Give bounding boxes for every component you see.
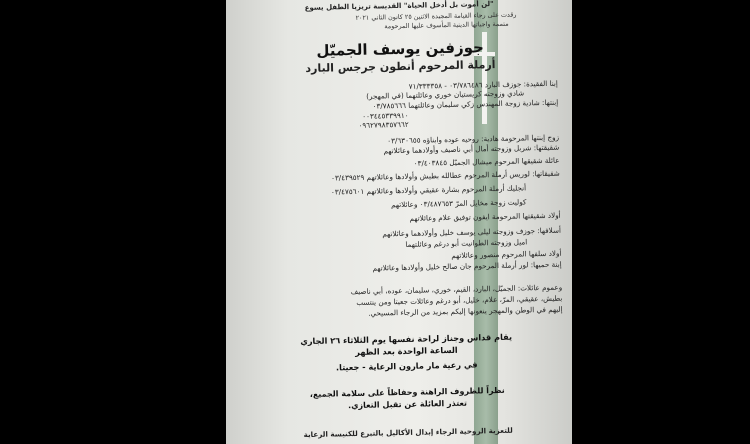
family-line: إبنا الفقيدة: جوزف البارد ٠٣/٧٨٦٤٨٦ - ٧١/٣٣٣٣٥٨ xyxy=(408,78,558,91)
family-line: زوج إبنتها المرحومة هادية: روحيه عوده وابناؤه ٠٣/٦٣٠٦٥٥ xyxy=(387,132,560,146)
family-line: اميل وزوجته الطوانيت أبو درغم وعائلتهما xyxy=(405,237,528,249)
general-family-line: وعموم عائلات: الجميّل، البارد، القيم، خوري، سليمان، عوده، أبي ناصيف xyxy=(350,282,563,297)
deceased-relation: أرملة المرحوم أنطون جرجس البارد xyxy=(305,57,496,75)
family-line: أولاد سلفها المرحوم منصور وعائلاتهم xyxy=(451,248,562,260)
funeral-service-line: يقام قداس وجناز لراحة نفسها يوم الثلاثاء ٢٦ الجاري xyxy=(300,331,513,347)
family-line: أسلافها: جوزف وزوجته ليلى يوسف خليل وأولادهما وعائلاتهم xyxy=(382,225,562,239)
funeral-service-line: الساعة الواحدة بعد الظهر xyxy=(355,344,458,357)
obituary-paper xyxy=(242,0,566,444)
family-line: عائلة شقيقها المرحوم ميشال الجميّل ٠٣/٤٠٣٨٤٥ xyxy=(413,155,560,168)
intro-line: متممة واجباتها الدينية المأسوف عليها المرحومة xyxy=(384,19,509,31)
family-line: إبنتها: شادية زوجة المهندس زكي سليمان وعائلتهما ٠٣/٧٨٥٦٦٦ xyxy=(372,97,559,111)
obituary-photo xyxy=(226,0,572,444)
condolence-line: نظراً للظروف الراهنة وحفاظاً على سلامة الجميع، xyxy=(309,385,505,399)
family-line: إبنة حميها: لور أرملة المرحوم جان صالح خليل وأولادها وعائلاتهم xyxy=(372,259,562,273)
family-line: شقيقاتها: لوريس أرملة المرحوم عطالله بطيش وأولادها وعائلاتهم ٠٣/٤٣٩٥٢٩ xyxy=(330,168,560,183)
general-family-line: إليهم في الوطن والمهجر ينعونها إليكم بمزيد من الرجاء المسيحي. xyxy=(368,304,563,318)
intro-line: رقدت على رجاء القيامة المجيدة الاثنين ٢٥ كانون الثاني ٢٠٢١ xyxy=(355,10,517,22)
condolence-line: تعتذر العائلة عن تقبل التعازي. xyxy=(348,398,468,411)
funeral-service-line: في رعية مار مارون الرعاية - جعيتا. xyxy=(335,359,478,373)
family-line: أنجليك أرملة المرحوم بشارة عقيقي وأولادها وعائلاتهم ٠٣/٤٧٥٦٠١ xyxy=(330,183,527,197)
donation-note: للتعزية الروحية الرجاء إبدال الأكاليل بالتبرع للكنيسة الرعاية xyxy=(303,425,513,440)
family-line: ٠٠٣٤٤٥٣٣٩٩١٠ xyxy=(362,110,409,121)
family-line: كوليت زوجة مخايل المرّ ٠٣/٤٨٧٦٥٣ وعائلاتهم xyxy=(390,197,527,210)
deceased-name: جوزفين يوسف الجميّل xyxy=(316,38,485,60)
opening-quote: "لن أموت بل أدخل الحياة" القديسة تريزيا الطفل يسوع xyxy=(304,0,494,12)
family-line: ٠٩٦٢٧٩٨٣٥٧٦٦٢ xyxy=(358,119,409,130)
family-line: شادي وزوجته كريستيان خوري وعائلتهما (في المهجر) xyxy=(366,88,525,101)
family-line: أولاد شقيقتها المرحومة ايفون توفيق علام وعائلاتهم xyxy=(409,210,561,223)
general-family-line: بطيش، عقيقي، المرّ، علام، خليل، أبو درغم وعائلات جعيتا ومن ينتسب xyxy=(356,293,563,307)
family-line: شقيقتها: شربل وزوجته أمال أبي ناصيف وأولادهما وعائلاتهم xyxy=(383,142,560,156)
